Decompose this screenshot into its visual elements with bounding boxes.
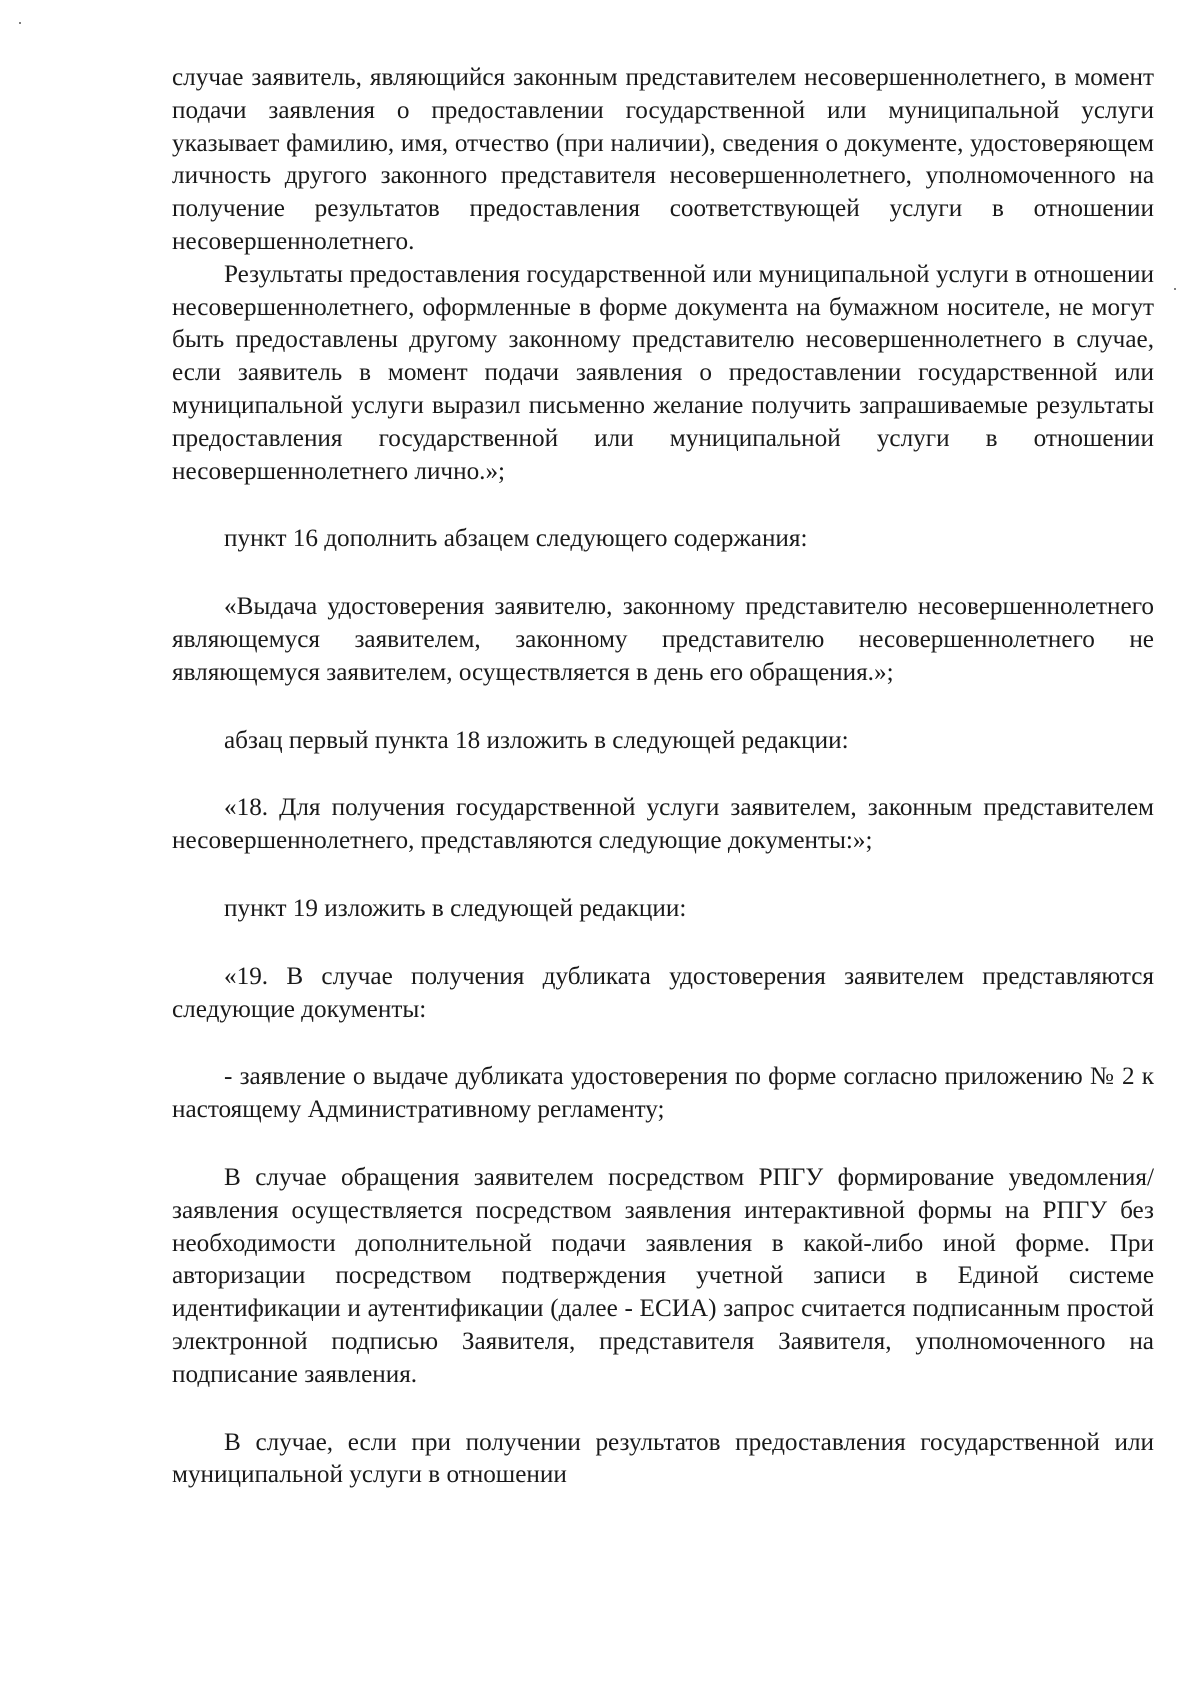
paragraph-clause-19-instruction: пункт 19 изложить в следующей редакции:	[224, 894, 687, 922]
paragraph-clause-19-text: «19. В случае получения дубликата удостоверения заявителем представляются следующие документы:	[172, 962, 1154, 1023]
paragraph-clause-18-instruction: абзац первый пункта 18 изложить в следующей редакции:	[224, 726, 849, 754]
scan-speck	[19, 22, 21, 24]
paragraph-clause-18-text: «18. Для получения государственной услуги заявителем, законным представителем несовершеннолетнего, представляются следующие документы:»;	[172, 794, 1154, 855]
paragraph-results-receipt: В случае, если при получении результатов предоставления государственной или муниципальной услуги в отношении	[172, 1428, 1154, 1489]
paragraph-clause-16-instruction: пункт 16 дополнить абзацем следующего содержания:	[224, 525, 808, 553]
paragraph-results-minor: Результаты предоставления государственной или муниципальной услуги в отношении несовершеннолетнего, оформленные в форме документа на бумажном носителе, не могут быть предоставлены другому законному представителю несовершеннолетнего в случае, если заявитель в момент подачи заявления о предоставлении государственной или муниципальной услуги выразил письменно желание получить запрашиваемые результаты предоставления государственной или муниципальной услуги в отношении несовершеннолетнего лично.»;	[172, 260, 1154, 485]
document-page	[172, 62, 1154, 1492]
paragraph-rpgu-application: В случае обращения заявителем посредством РПГУ формирование уведомления/заявления осуществляется посредством заявления интерактивной формы на РПГУ без необходимости дополнительной подачи заявления в какой-либо иной форме. При авторизации посредством подтверждения учетной записи в Единой системе идентификации и аутентификации (далее - ЕСИА) запрос считается подписанным простой электронной подписью Заявителя, представителя Заявителя, уполномоченного на подписание заявления.	[172, 1163, 1154, 1388]
paragraph-certificate-issuance: «Выдача удостоверения заявителю, законному представителю несовершеннолетнего являющемуся заявителем, законному представителю несовершеннолетнего не являющемуся заявителем, осуществляется в день его обращения.»;	[172, 593, 1154, 686]
paragraph-duplicate-application: - заявление о выдаче дубликата удостоверения по форме согласно приложению № 2 к настоящему Административному регламенту;	[172, 1063, 1154, 1124]
scan-speck	[1174, 288, 1176, 290]
paragraph-legal-representative: случае заявитель, являющийся законным представителем несовершеннолетнего, в момент подачи заявления о предоставлении государственной или муниципальной услуги указывает фамилию, имя, отчество (при наличии), сведения о документе, удостоверяющем личность другого законного представителя несовершеннолетнего, уполномоченного на получение результатов предоставления соответствующей услуги в отношении несовершеннолетнего.	[172, 64, 1154, 255]
